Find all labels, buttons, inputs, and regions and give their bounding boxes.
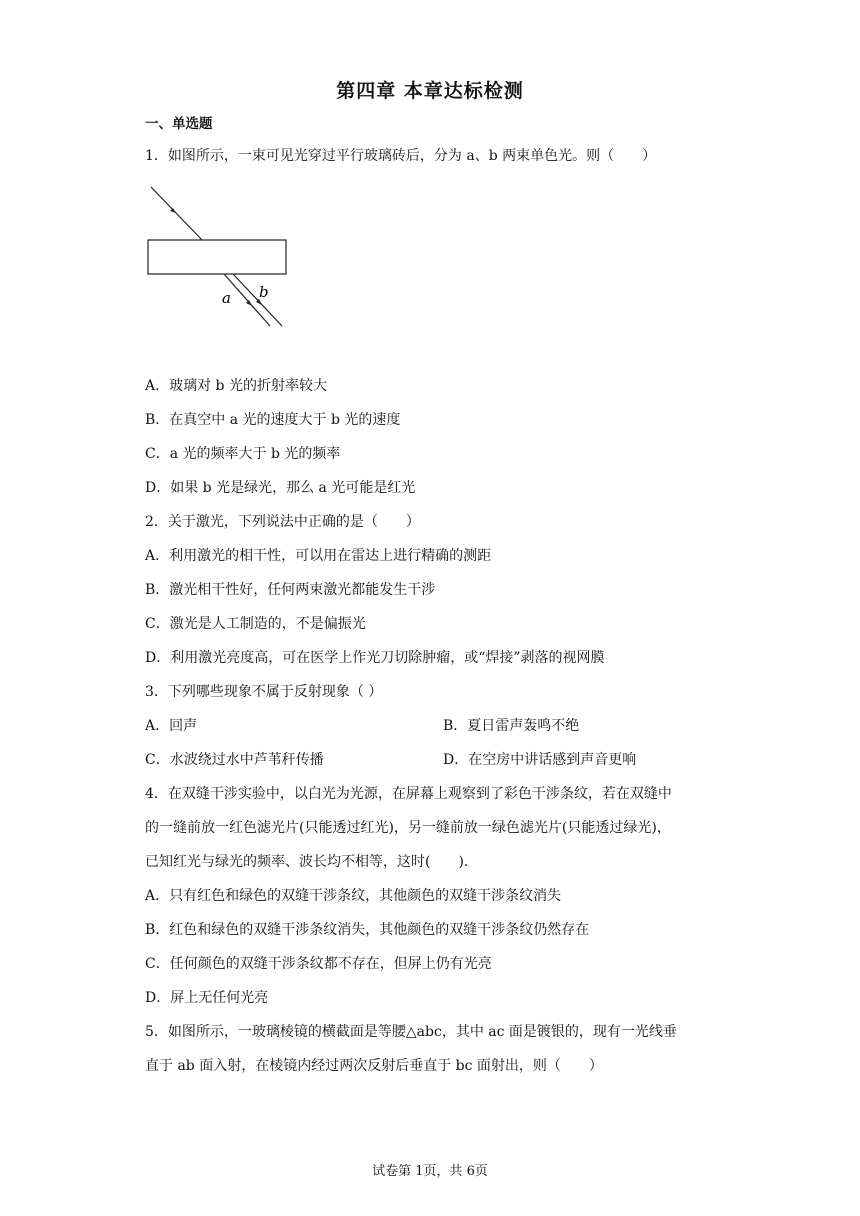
q1-option-a: A．玻璃对 b 光的折射率较大 [145,378,327,394]
incident-ray [151,187,202,240]
q3-option-b: B．夏日雷声轰鸣不绝 [443,718,580,734]
glass-slab-figure [140,180,300,340]
question-4-line-3: 已知红光与绿光的频率、波长均不相等，这时( ). [145,854,469,870]
q1-option-d: D．如果 b 光是绿光，那么 a 光可能是红光 [145,480,416,496]
q2-option-c: C．激光是人工制造的，不是偏振光 [145,616,366,632]
q3-option-d: D．在空房中讲话感到声音更响 [443,752,637,768]
incident-arrow [170,208,176,213]
q1-option-c: C．a 光的频率大于 b 光的频率 [145,446,341,462]
q4-option-a: A．只有红色和绿色的双缝干涉条纹，其他颜色的双缝干涉条纹消失 [145,888,562,904]
question-3-stem: 3．下列哪些现象不属于反射现象（ ） [145,684,383,700]
question-5-line-1: 5．如图所示，一玻璃棱镜的横截面是等腰△abc，其中 ac 面是镀银的，现有一光线垂 [145,1024,677,1040]
q2-option-b: B．激光相干性好，任何两束激光都能发生干涉 [145,582,436,598]
question-4-line-2: 的一缝前放一红色滤光片(只能透过红光)，另一缝前放一绿色滤光片(只能透过绿光)， [145,820,671,836]
q3-option-c: C．水波绕过水中芦苇秆传播 [145,752,324,768]
page-title: 第四章 本章达标检测 [336,80,524,102]
q4-option-b: B．红色和绿色的双缝干涉条纹消失，其他颜色的双缝干涉条纹仍然存在 [145,922,590,938]
q4-option-c: C．任何颜色的双缝干涉条纹都不存在，但屏上仍有光亮 [145,956,492,972]
q4-option-d: D．屏上无任何光亮 [145,990,269,1006]
q1-option-b: B．在真空中 a 光的速度大于 b 光的速度 [145,412,401,428]
label-b: b [259,283,269,301]
q2-option-d: D．利用激光亮度高，可在医学上作光刀切除肿瘤，或“焊接”剥落的视网膜 [145,650,605,666]
section-heading: 一、单选题 [145,116,213,132]
glass-slab [148,240,286,274]
ray-a-arrow [246,300,252,306]
question-5-line-2: 直于 ab 面入射，在棱镜内经过两次反射后垂直于 bc 面射出，则（ ） [145,1058,603,1074]
ray-b [233,274,282,326]
question-2-stem: 2．关于激光，下列说法中正确的是（ ） [145,514,420,530]
question-1-stem: 1．如图所示，一束可见光穿过平行玻璃砖后，分为 a、b 两束单色光。则（ ） [145,148,657,164]
q3-option-a: A．回声 [145,718,198,734]
q2-option-a: A．利用激光的相干性，可以用在雷达上进行精确的测距 [145,548,492,564]
page-footer: 试卷第 1页，共 6页 [372,1164,488,1179]
question-4-line-1: 4．在双缝干涉实验中，以白光为光源，在屏幕上观察到了彩色干涉条纹，若在双缝中 [145,786,672,802]
label-a: a [222,289,231,307]
